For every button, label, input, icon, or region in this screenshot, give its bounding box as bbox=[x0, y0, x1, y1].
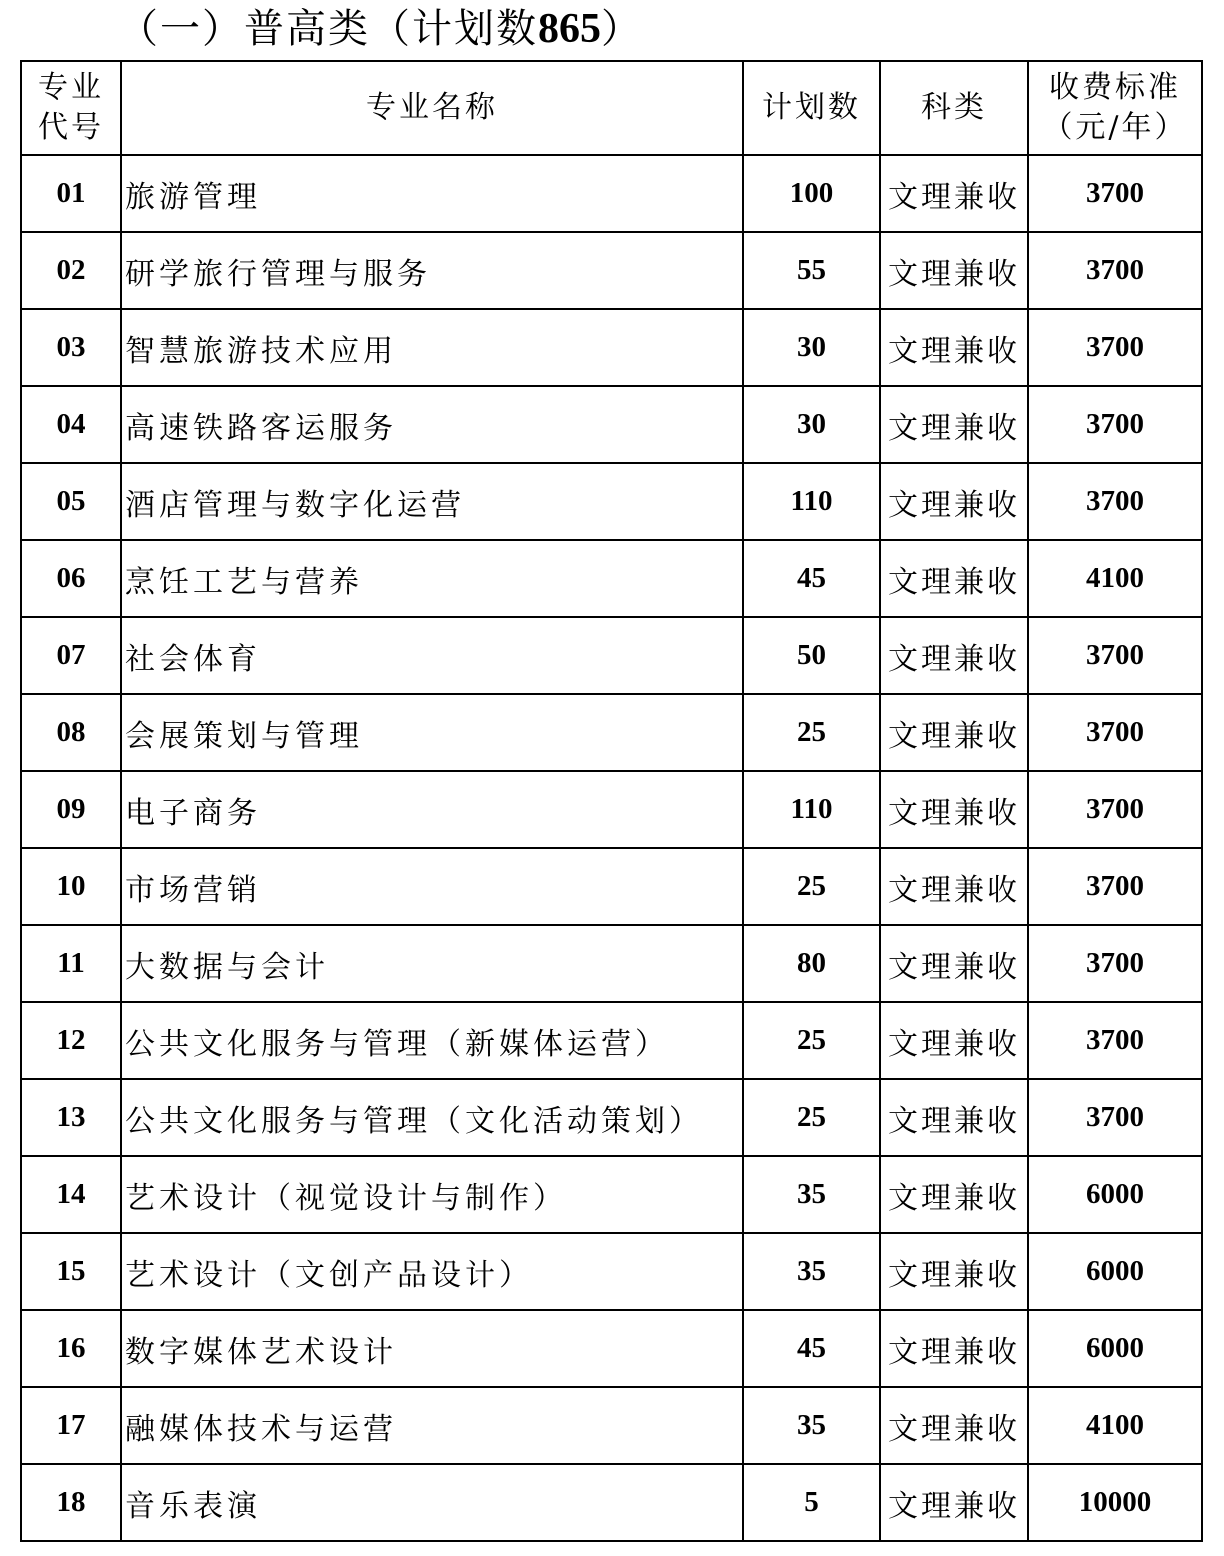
row-fee: 4100 bbox=[1028, 540, 1202, 617]
row-category: 文理兼收 bbox=[880, 617, 1028, 694]
row-count: 35 bbox=[743, 1387, 880, 1464]
row-fee: 10000 bbox=[1028, 1464, 1202, 1541]
row-fee: 3700 bbox=[1028, 925, 1202, 1002]
header-category: 科类 bbox=[880, 61, 1028, 155]
row-fee: 3700 bbox=[1028, 1079, 1202, 1156]
header-row bbox=[21, 61, 1202, 155]
row-count: 100 bbox=[743, 155, 880, 232]
row-name: 高速铁路客运服务 bbox=[121, 386, 743, 463]
row-count: 25 bbox=[743, 1079, 880, 1156]
row-code: 13 bbox=[21, 1079, 121, 1156]
row-count: 80 bbox=[743, 925, 880, 1002]
row-fee: 3700 bbox=[1028, 1002, 1202, 1079]
row-code: 03 bbox=[21, 309, 121, 386]
row-category: 文理兼收 bbox=[880, 1233, 1028, 1310]
table-row bbox=[21, 848, 1202, 925]
row-category: 文理兼收 bbox=[880, 848, 1028, 925]
title-count: 865 bbox=[538, 6, 601, 52]
row-count: 50 bbox=[743, 617, 880, 694]
table-row bbox=[21, 1310, 1202, 1387]
table-row bbox=[21, 617, 1202, 694]
row-name: 艺术设计（文创产品设计） bbox=[121, 1233, 743, 1310]
table-row bbox=[21, 694, 1202, 771]
row-name: 社会体育 bbox=[121, 617, 743, 694]
page-title bbox=[118, 2, 643, 56]
row-category: 文理兼收 bbox=[880, 1156, 1028, 1233]
row-category: 文理兼收 bbox=[880, 1079, 1028, 1156]
row-category: 文理兼收 bbox=[880, 386, 1028, 463]
row-name: 旅游管理 bbox=[121, 155, 743, 232]
row-fee: 3700 bbox=[1028, 694, 1202, 771]
table-row bbox=[21, 1233, 1202, 1310]
row-count: 55 bbox=[743, 232, 880, 309]
row-name: 音乐表演 bbox=[121, 1464, 743, 1541]
row-name: 智慧旅游技术应用 bbox=[121, 309, 743, 386]
row-name: 烹饪工艺与营养 bbox=[121, 540, 743, 617]
row-code: 08 bbox=[21, 694, 121, 771]
table-row bbox=[21, 1156, 1202, 1233]
row-fee: 3700 bbox=[1028, 848, 1202, 925]
table-row bbox=[21, 771, 1202, 848]
row-code: 12 bbox=[21, 1002, 121, 1079]
row-category: 文理兼收 bbox=[880, 1002, 1028, 1079]
table-row bbox=[21, 232, 1202, 309]
row-fee: 3700 bbox=[1028, 463, 1202, 540]
title-suffix: ） bbox=[601, 6, 643, 52]
row-count: 25 bbox=[743, 694, 880, 771]
row-count: 45 bbox=[743, 1310, 880, 1387]
row-fee: 6000 bbox=[1028, 1233, 1202, 1310]
row-name: 公共文化服务与管理（文化活动策划） bbox=[121, 1079, 743, 1156]
row-count: 110 bbox=[743, 463, 880, 540]
row-fee: 3700 bbox=[1028, 386, 1202, 463]
row-name: 艺术设计（视觉设计与制作） bbox=[121, 1156, 743, 1233]
row-fee: 3700 bbox=[1028, 771, 1202, 848]
table-row bbox=[21, 1387, 1202, 1464]
row-code: 18 bbox=[21, 1464, 121, 1541]
row-category: 文理兼收 bbox=[880, 309, 1028, 386]
row-count: 30 bbox=[743, 309, 880, 386]
row-category: 文理兼收 bbox=[880, 694, 1028, 771]
row-count: 5 bbox=[743, 1464, 880, 1541]
row-category: 文理兼收 bbox=[880, 1387, 1028, 1464]
row-code: 06 bbox=[21, 540, 121, 617]
row-count: 25 bbox=[743, 1002, 880, 1079]
title-prefix: （一）普高类（计划数 bbox=[118, 6, 538, 52]
row-category: 文理兼收 bbox=[880, 1464, 1028, 1541]
header-name: 专业名称 bbox=[121, 61, 743, 155]
row-category: 文理兼收 bbox=[880, 540, 1028, 617]
row-count: 110 bbox=[743, 771, 880, 848]
row-category: 文理兼收 bbox=[880, 771, 1028, 848]
table-row bbox=[21, 1464, 1202, 1541]
table-row bbox=[21, 1079, 1202, 1156]
table-row bbox=[21, 463, 1202, 540]
table-row bbox=[21, 386, 1202, 463]
row-code: 15 bbox=[21, 1233, 121, 1310]
row-code: 10 bbox=[21, 848, 121, 925]
row-fee: 4100 bbox=[1028, 1387, 1202, 1464]
header-fee: 收费标准 （元/年） bbox=[1028, 61, 1202, 155]
row-count: 25 bbox=[743, 848, 880, 925]
row-code: 01 bbox=[21, 155, 121, 232]
row-code: 04 bbox=[21, 386, 121, 463]
row-code: 11 bbox=[21, 925, 121, 1002]
row-count: 35 bbox=[743, 1233, 880, 1310]
row-fee: 3700 bbox=[1028, 309, 1202, 386]
table-row bbox=[21, 1002, 1202, 1079]
row-name: 研学旅行管理与服务 bbox=[121, 232, 743, 309]
row-code: 02 bbox=[21, 232, 121, 309]
row-category: 文理兼收 bbox=[880, 925, 1028, 1002]
row-code: 17 bbox=[21, 1387, 121, 1464]
row-code: 14 bbox=[21, 1156, 121, 1233]
row-count: 35 bbox=[743, 1156, 880, 1233]
row-name: 会展策划与管理 bbox=[121, 694, 743, 771]
row-fee: 3700 bbox=[1028, 617, 1202, 694]
row-code: 07 bbox=[21, 617, 121, 694]
table-row bbox=[21, 540, 1202, 617]
row-name: 公共文化服务与管理（新媒体运营） bbox=[121, 1002, 743, 1079]
row-name: 电子商务 bbox=[121, 771, 743, 848]
row-fee: 6000 bbox=[1028, 1310, 1202, 1387]
row-category: 文理兼收 bbox=[880, 155, 1028, 232]
header-code: 专业 代号 bbox=[21, 61, 121, 155]
row-code: 05 bbox=[21, 463, 121, 540]
header-count: 计划数 bbox=[743, 61, 880, 155]
row-category: 文理兼收 bbox=[880, 1310, 1028, 1387]
table-row bbox=[21, 155, 1202, 232]
row-name: 酒店管理与数字化运营 bbox=[121, 463, 743, 540]
enrollment-table bbox=[20, 60, 1203, 1542]
row-category: 文理兼收 bbox=[880, 232, 1028, 309]
row-code: 16 bbox=[21, 1310, 121, 1387]
row-fee: 3700 bbox=[1028, 155, 1202, 232]
row-category: 文理兼收 bbox=[880, 463, 1028, 540]
row-name: 市场营销 bbox=[121, 848, 743, 925]
row-count: 30 bbox=[743, 386, 880, 463]
row-code: 09 bbox=[21, 771, 121, 848]
row-name: 融媒体技术与运营 bbox=[121, 1387, 743, 1464]
row-name: 数字媒体艺术设计 bbox=[121, 1310, 743, 1387]
row-fee: 3700 bbox=[1028, 232, 1202, 309]
table-row bbox=[21, 309, 1202, 386]
row-name: 大数据与会计 bbox=[121, 925, 743, 1002]
table-row bbox=[21, 925, 1202, 1002]
row-count: 45 bbox=[743, 540, 880, 617]
row-fee: 6000 bbox=[1028, 1156, 1202, 1233]
